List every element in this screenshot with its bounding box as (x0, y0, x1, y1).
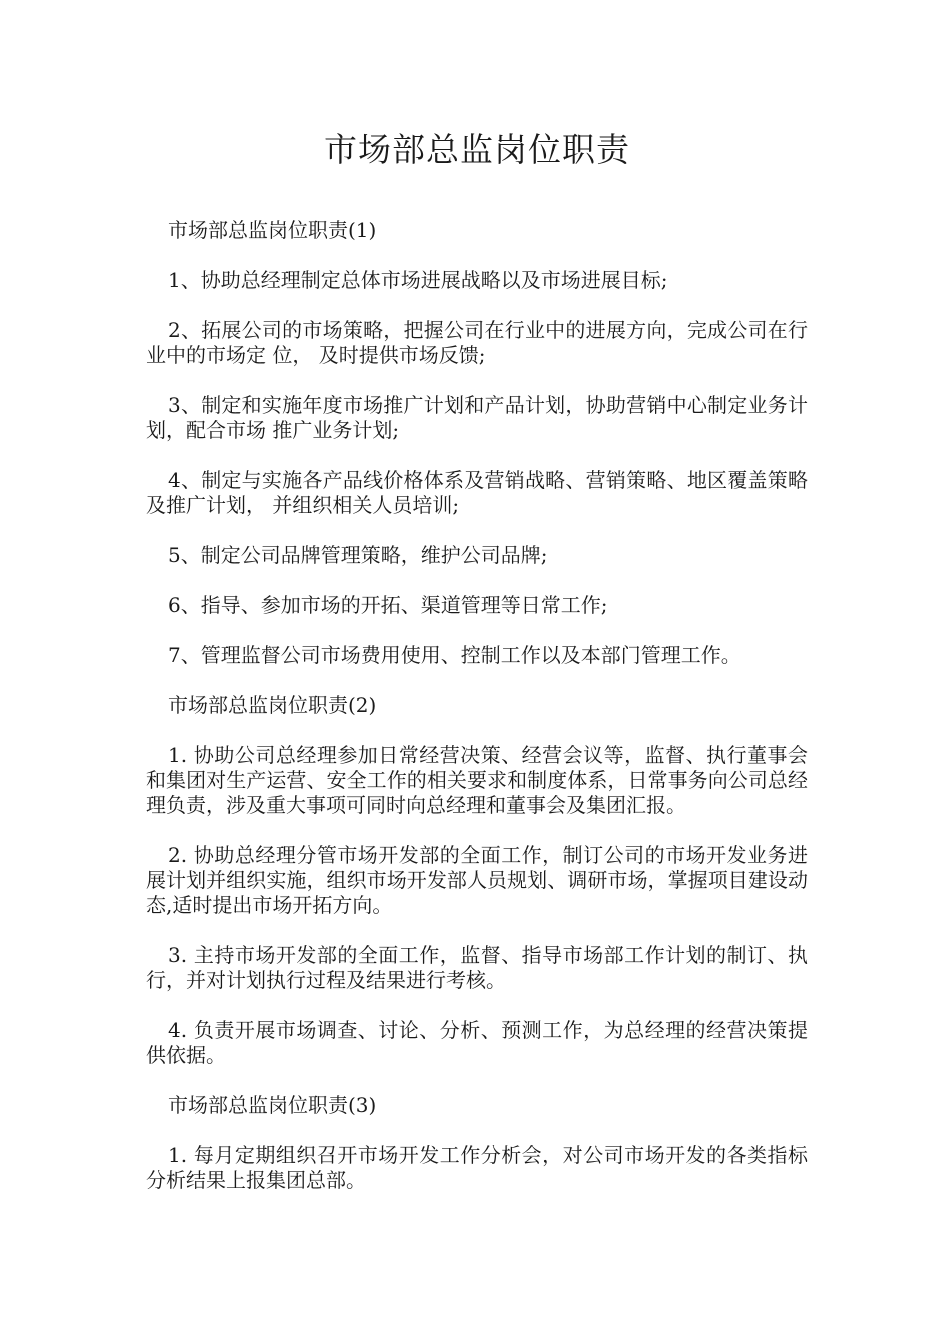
paragraph: 2、拓展公司的市场策略，把握公司在行业中的进展方向，完成公司在行业中的市场定 位， 及时提供市场反馈; (146, 318, 808, 367)
section-heading-2: 市场部总监岗位职责(2) (168, 693, 377, 717)
paragraph: 1. 每月定期组织召开市场开发工作分析会，对公司市场开发的各类指标分析结果上报集团总部。 (146, 1143, 808, 1192)
paragraph: 4、制定与实施各产品线价格体系及营销战略、营销策略、地区覆盖策略及推广计划， 并组织相关人员培训; (146, 468, 808, 517)
paragraph: 1. 协助公司总经理参加日常经营决策、经营会议等，监督、执行董事会和集团对生产运营、安全工作的相关要求和制度体系，日常事务向公司总经理负责，涉及重大事项可同时向总经理和董事会及集团汇报。 (146, 743, 808, 817)
section-heading-3: 市场部总监岗位职责(3) (168, 1093, 377, 1117)
paragraph: 5、制定公司品牌管理策略，维护公司品牌; (168, 543, 548, 567)
paragraph: 3、制定和实施年度市场推广计划和产品计划，协助营销中心制定业务计划，配合市场 推广业务计划; (146, 393, 808, 442)
paragraph: 3. 主持市场开发部的全面工作，监督、指导市场部工作计划的制订、执行，并对计划执行过程及结果进行考核。 (146, 943, 808, 992)
document-body (146, 218, 808, 1218)
paragraph: 7、管理监督公司市场费用使用、控制工作以及本部门管理工作。 (168, 643, 741, 667)
paragraph: 6、指导、参加市场的开拓、渠道管理等日常工作; (168, 593, 608, 617)
paragraph: 4. 负责开展市场调查、讨论、分析、预测工作，为总经理的经营决策提供依据。 (146, 1018, 808, 1067)
paragraph: 2. 协助总经理分管市场开发部的全面工作，制订公司的市场开发业务进展计划并组织实施，组织市场开发部人员规划、调研市场，掌握项目建设动态,适时提出市场开拓方向。 (146, 843, 808, 917)
paragraph: 1、协助总经理制定总体市场进展战略以及市场进展目标; (168, 268, 668, 292)
document-title: 市场部总监岗位职责 (324, 130, 630, 169)
section-heading-1: 市场部总监岗位职责(1) (168, 218, 377, 242)
